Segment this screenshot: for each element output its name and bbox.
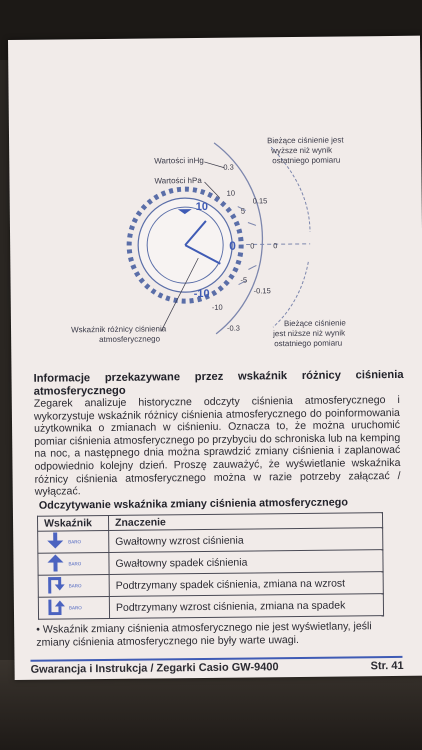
label-lower-1: Bieżące ciśnienie: [283, 318, 346, 329]
indicator-cell: [38, 574, 109, 597]
dial: [129, 189, 242, 302]
page-number: Str. 41: [370, 659, 404, 673]
indicator-table: [37, 512, 384, 620]
svg-text:BARO: BARO: [68, 605, 82, 611]
hpa-label-m5: -5: [240, 275, 248, 285]
label-inhg: Wartości inHg: [154, 155, 204, 166]
svg-text:BARO: BARO: [68, 561, 82, 567]
label-higher-2: wyższe niż wynik: [271, 145, 333, 156]
inhg-label-0: 0: [273, 241, 278, 251]
svg-text:BARO: BARO: [68, 583, 82, 589]
hpa-label-0: 0: [250, 241, 255, 251]
arrow-down-scale: [272, 262, 309, 327]
dial-label-10: 10: [195, 200, 209, 214]
hook-down-icon: [45, 575, 93, 594]
inhg-label-m0.3: -0.3: [226, 323, 241, 333]
section-heading: Informacje przekazywane przez wskaźnik różnicy ciśnienia atmosferycznego: [33, 368, 404, 398]
label-higher-3: ostatniego pomiaru: [272, 155, 341, 166]
arrow-down-icon: [44, 531, 92, 550]
footer-title: Gwarancja i Instrukcja / Zegarki Casio GW-9400: [30, 661, 279, 676]
hpa-label-5: 5: [240, 206, 246, 216]
label-higher-1: Bieżące ciśnienie jest: [267, 135, 344, 146]
pressure-indicator-diagram: [8, 36, 422, 370]
label-indicator-2: atmosferycznego: [99, 334, 161, 345]
meaning-cell: Gwałtowny wzrost ciśnienia: [109, 528, 383, 553]
col-indicator: Wskaźnik: [37, 515, 108, 531]
col-meaning: Znaczenie: [108, 513, 382, 531]
meaning-cell: Podtrzymany wzrost ciśnienia, zmiana na spadek: [109, 594, 383, 619]
label-hpa: Wartości hPa: [154, 175, 202, 186]
table-heading: Odczytywanie wskaźnika zmiany ciśnienia atmosferycznego: [38, 496, 348, 512]
inhg-label-0.15: 0.15: [252, 196, 268, 206]
indicator-cell: [38, 530, 109, 553]
note-bullet: • Wskaźnik zmiany ciśnienia atmosferycznego nie jest wyświetlany, jeśli zmiany ciśnienia atmosferycznego nie były warte uwagi.: [36, 620, 372, 649]
hook-up-icon: [45, 597, 93, 616]
dial-label-0: 0: [229, 238, 236, 253]
table-row: [38, 594, 383, 620]
label-lower-2: jest niższe niż wynik: [273, 328, 346, 339]
meaning-cell: Gwałtowny spadek ciśnienia: [109, 550, 383, 575]
manual-page: [8, 36, 422, 680]
dial-label-m10: -10: [193, 287, 210, 301]
hpa-label-m10: -10: [211, 302, 223, 312]
indicator-cell: [38, 596, 109, 619]
label-indicator-1: Wskaźnik różnicy ciśnienia: [70, 324, 167, 335]
meaning-cell: Podtrzymany spadek ciśnienia, zmiana na wzrost: [109, 572, 383, 597]
inhg-label-0.3: 0.3: [223, 162, 234, 172]
arrow-up-icon: [44, 553, 92, 572]
inhg-label-m0.15: -0.15: [253, 286, 271, 296]
label-lower-3: ostatniego pomiaru: [274, 338, 343, 349]
svg-text:BARO: BARO: [68, 539, 82, 545]
section-paragraph: Zegarek analizuje historyczne odczyty ciśnienia atmosferycznego i wykorzystuje wskaźnik różnicy ciśnienia atmosferycznego do poinformowania użytkownika o zmianach w ciśnieniu. Oznacza to, że można uruchomić pomiar ciśnienia atmosferycznego po przybyciu do schroniska lub na kemping na noc, a następnego dnia można sprawdzić zmiany ciśnienia i zaplanować odpowiednio kolejny dzień. Proszę zauważyć, że wyświetlanie wskaźnika różnicy ciśnienia atmosferycznego można w razie potrzeby załączać / wyłączać.: [33, 393, 401, 498]
hpa-label-10: 10: [226, 188, 236, 198]
indicator-cell: [38, 552, 109, 575]
